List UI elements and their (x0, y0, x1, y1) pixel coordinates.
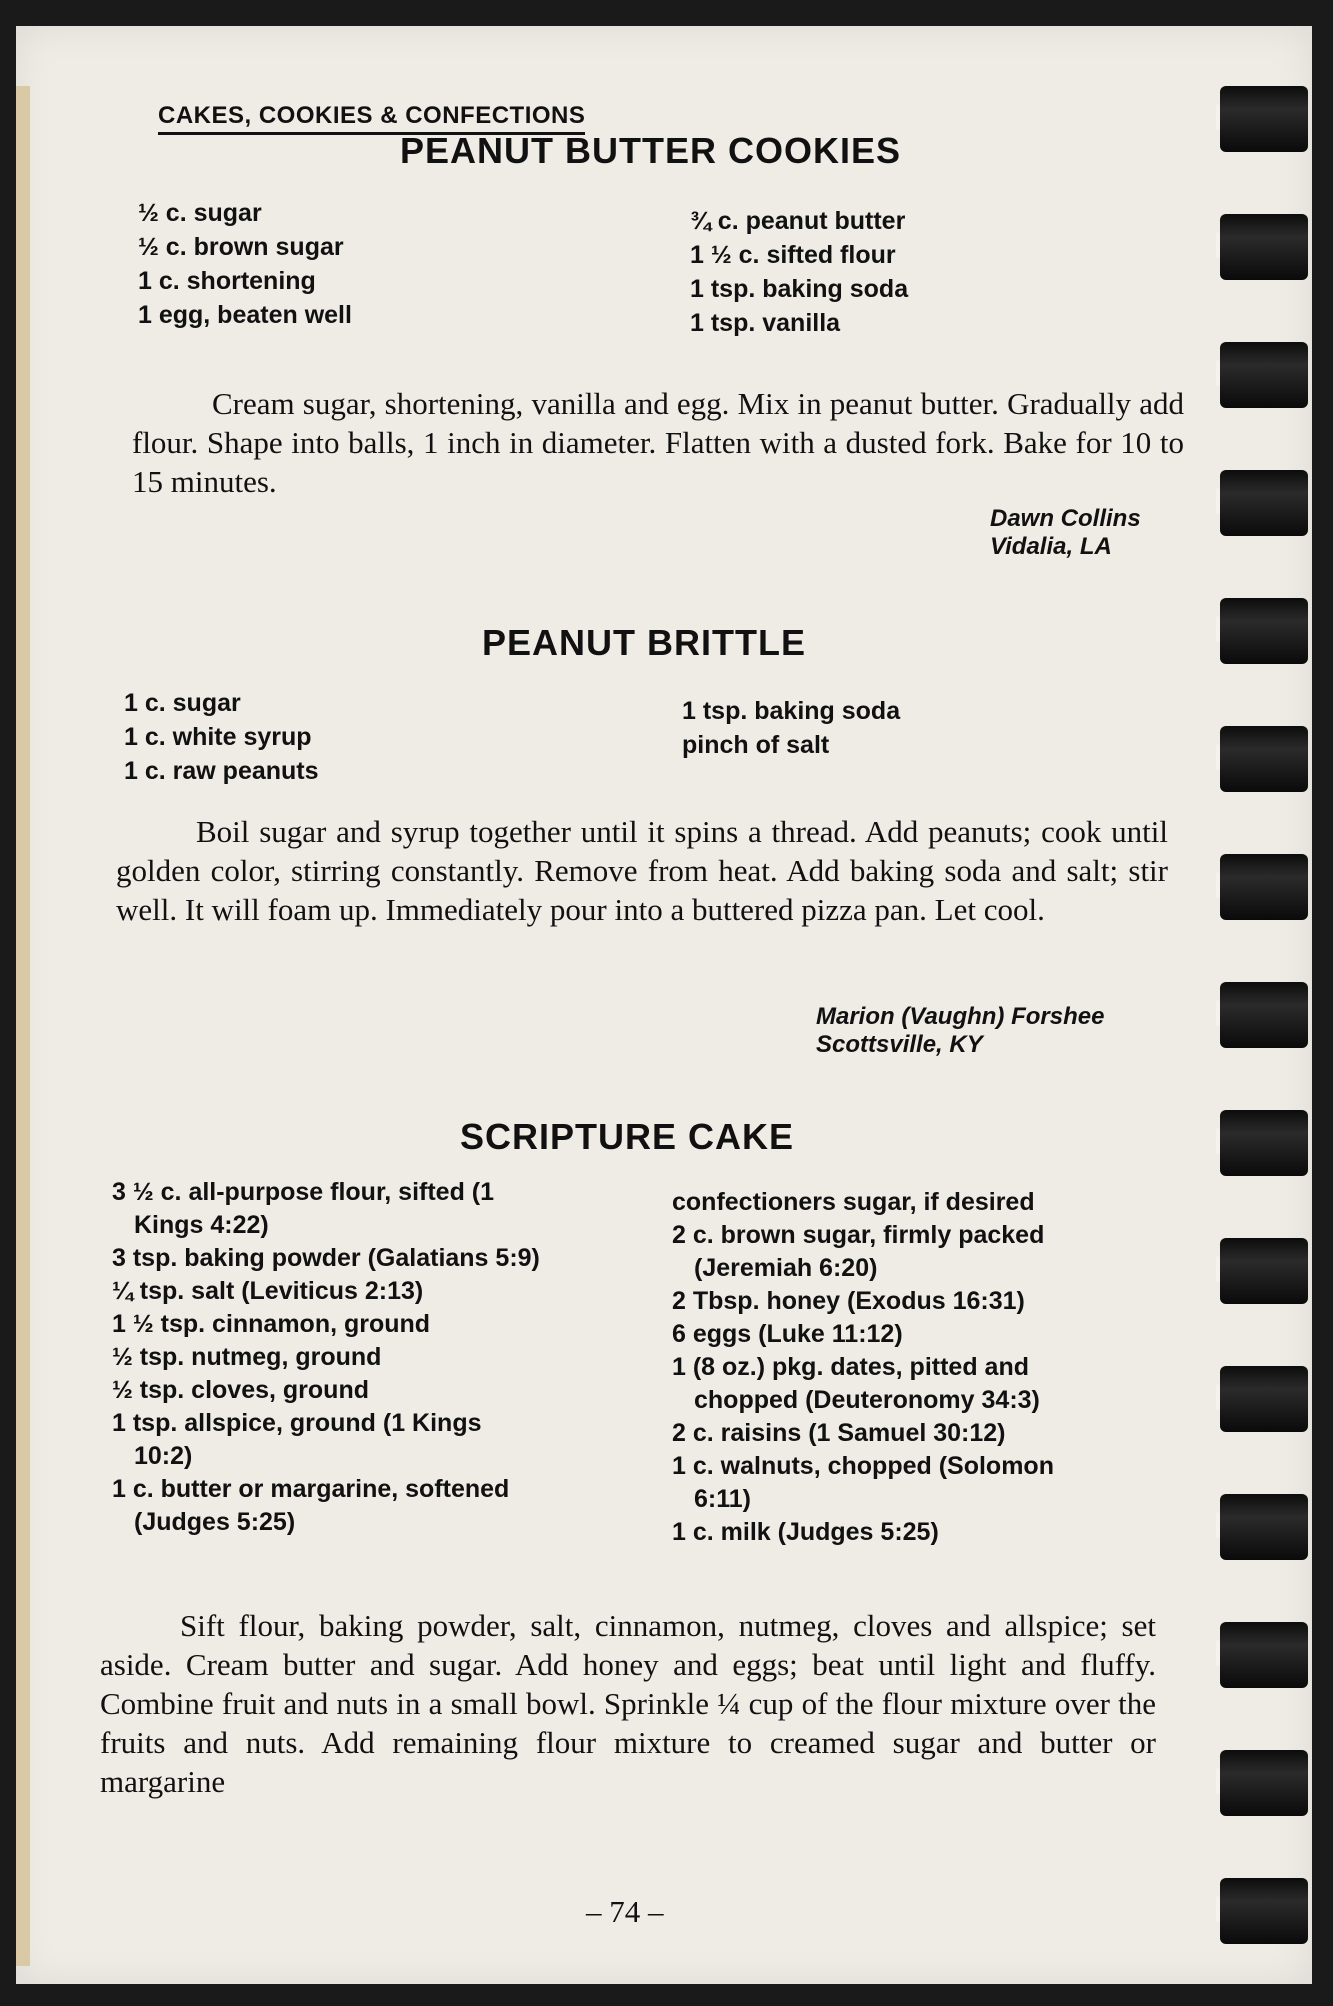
cookbook-page (16, 26, 1312, 1984)
ingredient: 2 Tbsp. honey (Exodus 16:31) (672, 1287, 1025, 1315)
ingredient: 1 ½ tsp. cinnamon, ground (112, 1310, 431, 1338)
ingredient: 1 tsp. baking soda (690, 275, 909, 303)
ingredient: 1 c. walnuts, chopped (Solomon (672, 1452, 1054, 1480)
binding-coil (1212, 214, 1312, 284)
ingredient: ¼ tsp. salt (Leviticus 2:13) (112, 1277, 424, 1305)
recipe-title: PEANUT BRITTLE (482, 622, 806, 663)
binding-coil (1212, 86, 1312, 156)
ingredients-right (690, 204, 908, 340)
ingredient: 1 tsp. baking soda (682, 697, 901, 725)
recipe-directions: Cream sugar, shortening, vanilla and egg. Mix in peanut butter. Gradually add flour. Shape into balls, 1 inch in diameter. Flatten with a dusted fork. Bake for 10 to 15 minutes. (132, 386, 1184, 499)
ingredient: 1 c. butter or margarine, softened (112, 1475, 510, 1503)
ingredient: 3 tsp. baking powder (Galatians 5:9) (112, 1244, 540, 1272)
coil-ring (1220, 982, 1308, 1048)
binding-coil (1212, 1366, 1312, 1436)
recipe-directions: Sift flour, baking powder, salt, cinnamon, nutmeg, cloves and allspice; set aside. Cream butter and sugar. Add honey and eggs; beat until light and fluffy. Combine fruit and nuts in a small bowl. Sprinkle ¼ cup of the flour mixture over the fruits and nuts. Add remaining flour mixture to creamed sugar and butter or margarine (100, 1608, 1156, 1799)
ingredient: ½ c. brown sugar (138, 233, 344, 261)
ingredient-continued: (Jeremiah 6:20) (694, 1254, 878, 1282)
ingredient-continued: Kings 4:22) (134, 1211, 269, 1239)
recipe-location: Vidalia, LA (990, 533, 1112, 560)
binding-coil (1212, 1110, 1312, 1180)
recipe-title: PEANUT BUTTER COOKIES (400, 130, 902, 171)
ingredient: 1 c. milk (Judges 5:25) (672, 1518, 939, 1546)
ingredients-left (112, 1176, 540, 1539)
coil-ring (1220, 1238, 1308, 1304)
binding-coil (1212, 982, 1312, 1052)
ingredient: 1 tsp. allspice, ground (1 Kings (112, 1409, 482, 1437)
recipe-directions: Boil sugar and syrup together until it spins a thread. Add peanuts; cook until golden color, stirring constantly. Remove from heat. Add baking soda and salt; stir well. It will foam up. Immediately pour into a buttered pizza pan. Let cool. (116, 814, 1168, 927)
coil-ring (1220, 1366, 1308, 1432)
ingredient: 1 ½ c. sifted flour (690, 241, 896, 269)
page-number: – 74 – (586, 1894, 664, 1929)
binding-coil (1212, 342, 1312, 412)
ingredient: ½ c. sugar (138, 199, 262, 227)
recipe-title: SCRIPTURE CAKE (460, 1116, 795, 1157)
ingredient: 1 c. sugar (124, 689, 241, 717)
section-header: CAKES, COOKIES & CONFECTIONS (158, 102, 585, 135)
ingredient: 2 c. raisins (1 Samuel 30:12) (672, 1419, 1006, 1447)
ingredient: 1 c. white syrup (124, 723, 312, 751)
binding-coil (1212, 1750, 1312, 1820)
spiral-binding (1212, 66, 1312, 2006)
ingredient: 3 ½ c. all-purpose flour, sifted (1 (112, 1178, 495, 1206)
binding-coil (1212, 598, 1312, 668)
recipe-location: Scottsville, KY (816, 1031, 983, 1058)
coil-ring (1220, 342, 1308, 408)
ingredients-left (124, 686, 319, 788)
ingredients-right (682, 694, 900, 762)
ingredient: confectioners sugar, if desired (672, 1188, 1035, 1216)
binding-coil (1212, 726, 1312, 796)
coil-ring (1220, 1878, 1308, 1944)
coil-ring (1220, 214, 1308, 280)
coil-ring (1220, 470, 1308, 536)
ingredient: pinch of salt (682, 731, 830, 759)
page-edge (16, 86, 30, 1966)
coil-ring (1220, 854, 1308, 920)
ingredient-continued: (Judges 5:25) (134, 1508, 296, 1536)
ingredient: 6 eggs (Luke 11:12) (672, 1320, 903, 1348)
ingredient: 1 c. raw peanuts (124, 757, 319, 785)
ingredients-left (138, 196, 352, 332)
binding-coil (1212, 1494, 1312, 1564)
ingredient-continued: chopped (Deuteronomy 34:3) (694, 1386, 1040, 1414)
ingredient: 1 egg, beaten well (138, 301, 352, 329)
ingredient: ½ tsp. cloves, ground (112, 1376, 369, 1404)
ingredient: 1 (8 oz.) pkg. dates, pitted and (672, 1353, 1029, 1381)
coil-ring (1220, 598, 1308, 664)
ingredient: ½ tsp. nutmeg, ground (112, 1343, 382, 1371)
coil-ring (1220, 86, 1308, 152)
ingredient-continued: 10:2) (134, 1442, 193, 1470)
ingredient: 2 c. brown sugar, firmly packed (672, 1221, 1045, 1249)
recipe-author: Dawn Collins (990, 505, 1141, 532)
coil-ring (1220, 1622, 1308, 1688)
binding-coil (1212, 854, 1312, 924)
coil-ring (1220, 1494, 1308, 1560)
coil-ring (1220, 726, 1308, 792)
ingredients-right (672, 1186, 1054, 1549)
binding-coil (1212, 470, 1312, 540)
coil-ring (1220, 1750, 1308, 1816)
binding-coil (1212, 1878, 1312, 1948)
ingredient-continued: 6:11) (694, 1485, 751, 1513)
ingredient: 1 tsp. vanilla (690, 309, 841, 337)
binding-coil (1212, 1622, 1312, 1692)
recipe-author: Marion (Vaughn) Forshee (816, 1003, 1105, 1030)
coil-ring (1220, 1110, 1308, 1176)
ingredient: ¾ c. peanut butter (690, 207, 906, 235)
binding-coil (1212, 1238, 1312, 1308)
ingredient: 1 c. shortening (138, 267, 316, 295)
